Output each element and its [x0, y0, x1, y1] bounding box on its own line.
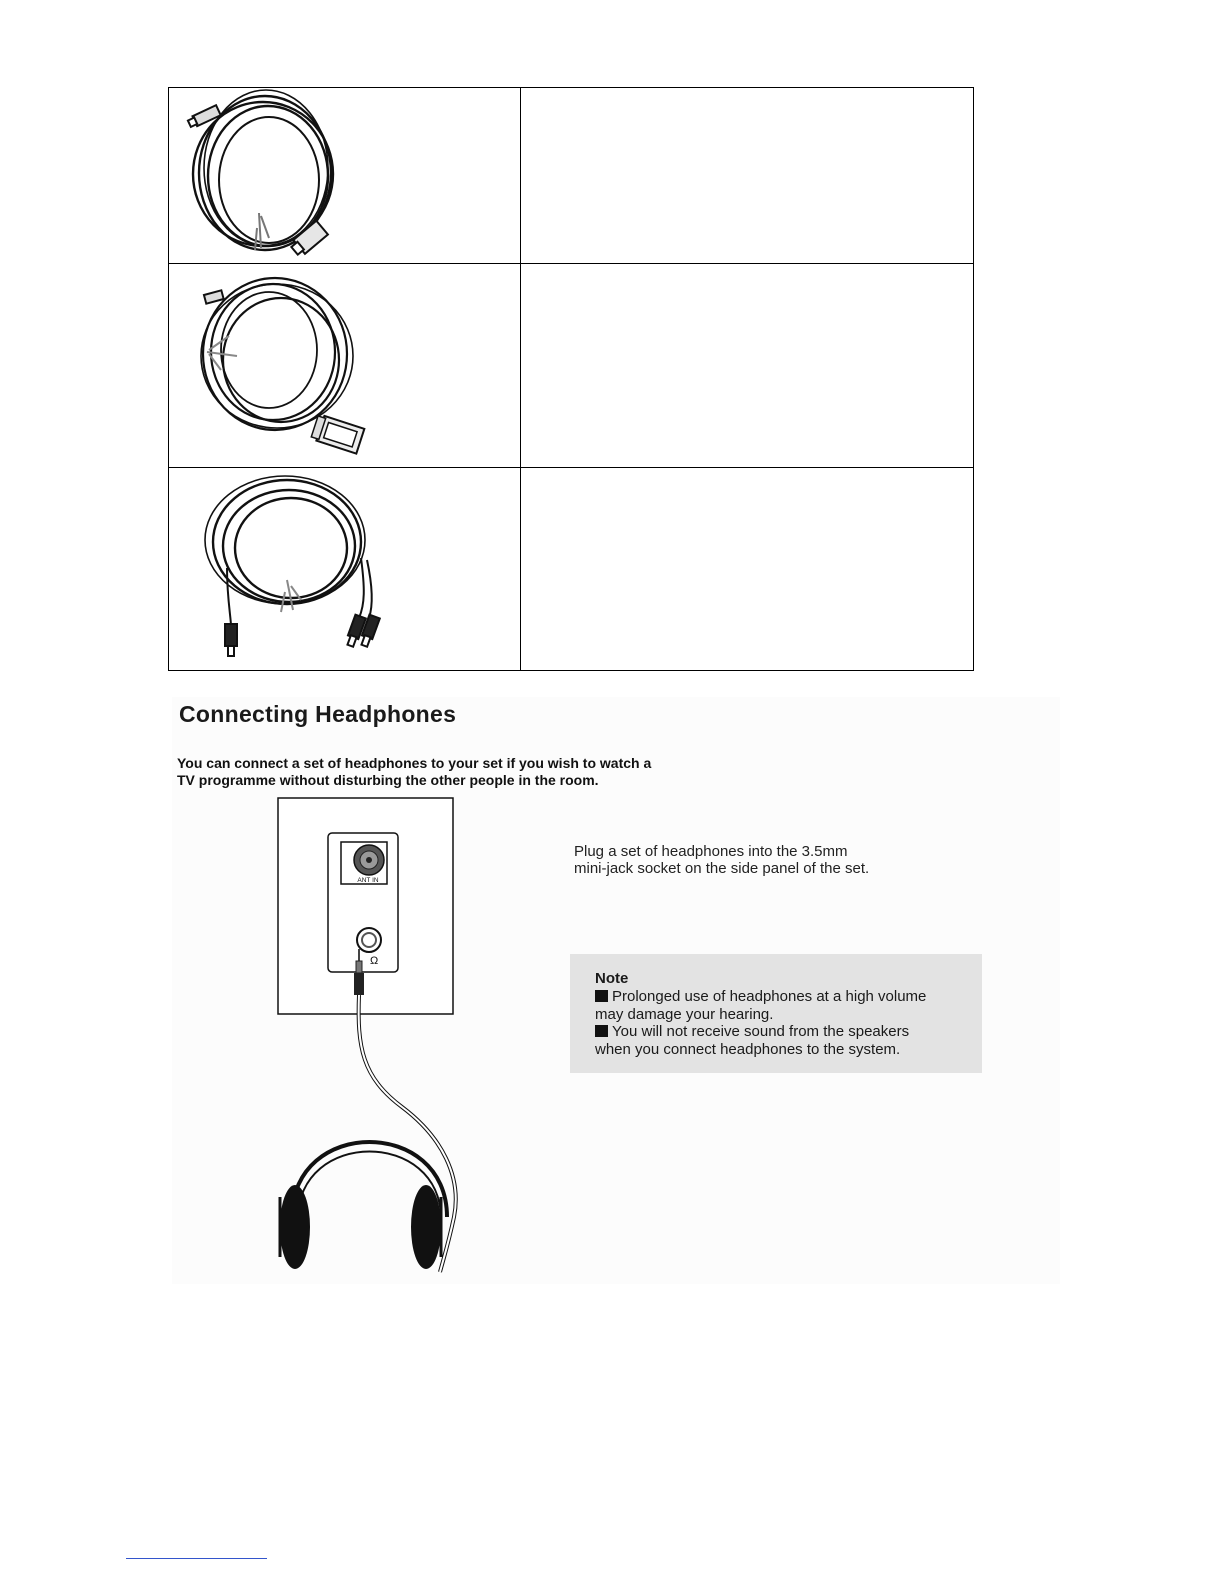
note-title: Note: [595, 970, 629, 987]
instruction-line: mini-jack socket on the side panel of the set.: [574, 860, 870, 877]
cable-image-cell: [169, 264, 521, 467]
note-box: [570, 954, 982, 1073]
cable-description-cell: [522, 88, 973, 263]
cable-description-cell: [522, 468, 973, 670]
instruction-text: [574, 843, 869, 877]
vga-cable-image: [169, 264, 521, 468]
bullet-square-icon: [595, 990, 608, 1002]
note-line: when you connect headphones to the system.: [595, 1040, 901, 1058]
cable-image-cell: [169, 88, 521, 263]
note-line: You will not receive sound from the speakers: [612, 1023, 910, 1040]
rca-av-cable-image: [169, 468, 521, 670]
note-line: may damage your hearing.: [595, 1005, 774, 1023]
intro-line: TV programme without disturbing the other people in the room.: [177, 772, 599, 788]
headphones-section: [172, 697, 1060, 1284]
note-list: [595, 988, 926, 1058]
cable-description-cell: [522, 264, 973, 467]
note-line: Prolonged use of headphones at a high volume: [612, 988, 927, 1005]
plug-body: [354, 973, 364, 995]
headphone-symbol: Ω: [370, 955, 379, 967]
antenna-label: ANT IN: [357, 877, 379, 884]
note-item: [595, 1023, 926, 1058]
footnote-rule: [126, 1558, 267, 1559]
cable-image-cell: [169, 468, 521, 670]
intro-line: You can connect a set of headphones to your set if you wish to watch a: [177, 755, 652, 771]
section-title: Connecting Headphones: [179, 701, 457, 727]
cable-row: [169, 264, 973, 468]
headphones-icon: [280, 1142, 447, 1269]
cable-table: [168, 87, 974, 671]
cable-row: [169, 88, 973, 264]
cable-row: [169, 468, 973, 670]
instruction-line: Plug a set of headphones into the 3.5mm: [574, 843, 848, 860]
bullet-square-icon: [595, 1025, 608, 1037]
note-item: [595, 988, 926, 1023]
coaxial-cable-image: [169, 88, 521, 264]
